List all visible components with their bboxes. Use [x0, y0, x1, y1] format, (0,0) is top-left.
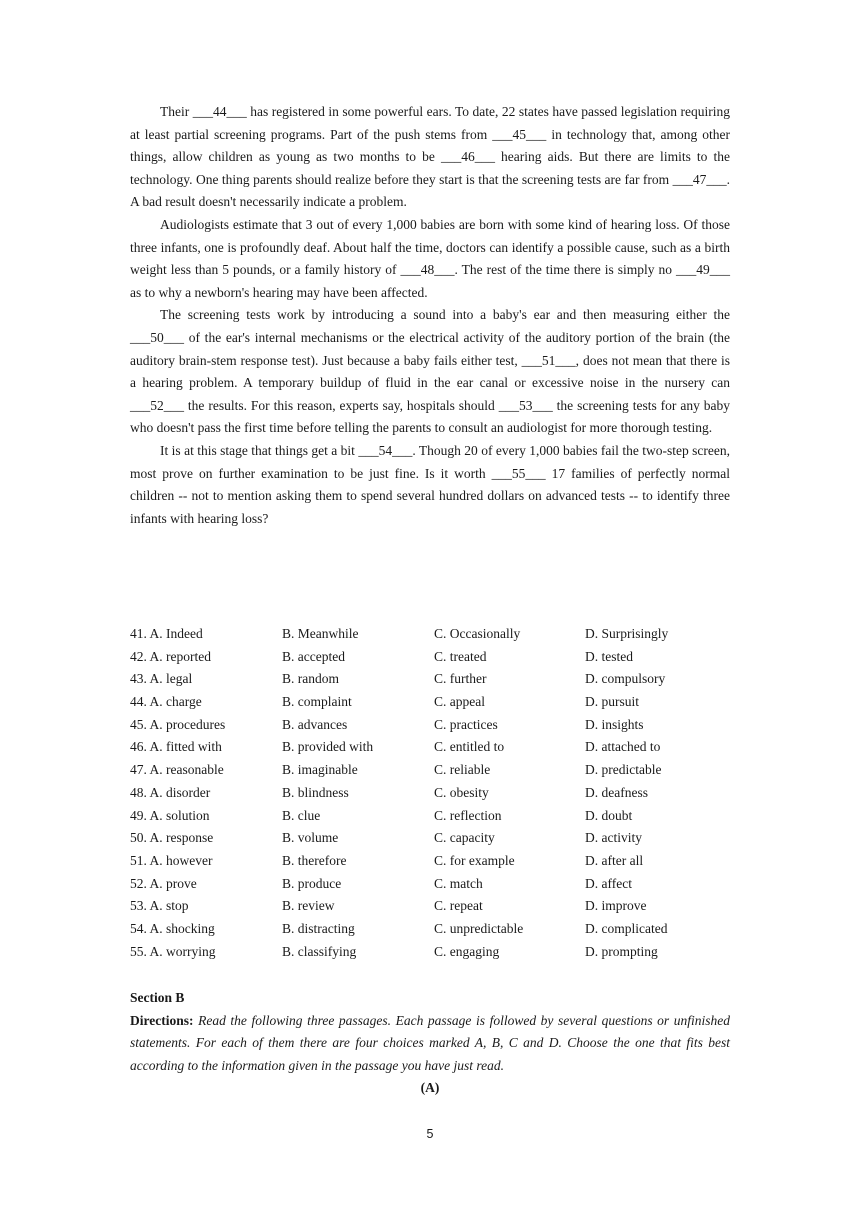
option-choice: D. Surprisingly [585, 626, 669, 641]
option-choice: B. classifying [282, 943, 357, 959]
passage-paragraph: Audiologists estimate that 3 out of every 1,000 babies are born with some kind of hearing loss. Of those three infants, one is profoundly deaf. About half the time, doctors can identify a possible cause, such as a birth weight less than 5 pounds, or a family history of ___48___. The rest of the time there is simply no ___49___ as to why a newborn's hearing may have been affected. [130, 216, 730, 300]
option-choice: C. repeat [434, 898, 483, 914]
option-choice: C. for example [434, 852, 515, 868]
option-choice: B. review [282, 898, 335, 914]
directions-label: Directions: [130, 1012, 194, 1028]
option-choice: B. therefore [282, 852, 347, 868]
option-row [130, 623, 730, 646]
option-choice: 53. A. stop [130, 898, 189, 914]
passage-paragraph: The screening tests work by introducing a sound into a baby's ear and then measuring either the ___50___ of the ear's internal mechanisms or the electrical activity of the auditory portion of the brain (the auditory brain-stem response test). Just because a baby fails either test, ___51___, does not mean that there is a hearing problem. A temporary buildup of fluid in the ear canal or excessive noise in the nursery can ___52___ the results. For this reason, experts say, hospitals should ___53___ the screening tests for any baby who doesn't pass the first time before telling the parents to consult an audiologist for more thorough testing. [130, 307, 730, 436]
option-row [130, 646, 730, 669]
option-row [130, 714, 730, 737]
option-choice: B. random [282, 671, 339, 687]
option-choice: D. affect [585, 875, 632, 891]
option-choice: 43. A. legal [130, 671, 193, 687]
option-choice: B. imaginable [282, 762, 358, 778]
option-choice: B. clue [282, 807, 321, 823]
option-choice: D. attached to [585, 739, 661, 755]
cloze-passage [130, 101, 730, 530]
option-choice: C. obesity [434, 784, 489, 800]
option-choice: D. predictable [585, 762, 662, 778]
option-row [130, 782, 730, 805]
option-row [130, 827, 730, 850]
option-choice: 50. A. response [130, 830, 214, 846]
option-choice: 45. A. procedures [130, 716, 226, 732]
option-choice: 47. A. reasonable [130, 762, 224, 778]
option-choice: B. advances [282, 716, 348, 732]
option-choice: C. reflection [434, 807, 502, 823]
option-choice: C. unpredictable [434, 920, 524, 936]
option-choice: D. tested [585, 648, 633, 664]
option-row [130, 895, 730, 918]
option-choice: 42. A. reported [130, 648, 211, 664]
page-number: 5 [426, 1127, 434, 1141]
option-choice: D. prompting [585, 943, 658, 959]
option-row [130, 691, 730, 714]
option-choice: D. after all [585, 852, 644, 868]
option-choice: 48. A. disorder [130, 784, 211, 800]
option-choice: D. pursuit [585, 694, 639, 710]
option-choice: C. reliable [434, 762, 491, 778]
option-row [130, 759, 730, 782]
option-choice: B. accepted [282, 648, 345, 664]
option-choice: D. improve [585, 898, 647, 914]
option-choice: B. produce [282, 875, 342, 891]
option-choice: 52. A. prove [130, 875, 197, 891]
option-choice: B. Meanwhile [282, 626, 359, 641]
option-choice: C. further [434, 671, 487, 687]
section-title: Section B [130, 990, 185, 1005]
option-row [130, 850, 730, 873]
option-choice: D. complicated [585, 920, 668, 936]
option-choice: 46. A. fitted with [130, 739, 222, 755]
option-choice: 55. A. worrying [130, 943, 216, 959]
option-choice: C. Occasionally [434, 626, 521, 641]
option-choice: B. volume [282, 830, 339, 846]
option-choice: C. treated [434, 648, 487, 664]
option-choice: B. distracting [282, 920, 355, 936]
option-choice: C. appeal [434, 694, 485, 710]
option-choice: B. provided with [282, 739, 374, 755]
option-choice: 41. A. Indeed [130, 626, 203, 641]
option-choice: 54. A. shocking [130, 920, 215, 936]
option-choice: 44. A. charge [130, 694, 202, 710]
option-row [130, 736, 730, 759]
answer-options [130, 623, 730, 963]
option-choice: 51. A. however [130, 852, 213, 868]
option-choice: C. practices [434, 716, 498, 732]
option-choice: 49. A. solution [130, 807, 210, 823]
option-choice: B. blindness [282, 784, 349, 800]
passage-paragraph: It is at this stage that things get a bit ___54___. Though 20 of every 1,000 babies fail the two-step screen, most prove on further examination to be just fine. Is it worth ___55___ 17 families of perfectly normal children -- not to mention asking them to spend several hundred dollars on advanced tests -- to identify three infants with hearing loss? [130, 442, 730, 526]
option-choice: C. engaging [434, 943, 500, 959]
option-choice: B. complaint [282, 694, 352, 710]
option-row [130, 873, 730, 896]
option-row [130, 668, 730, 691]
option-choice: D. doubt [585, 807, 633, 823]
option-choice: C. entitled to [434, 739, 505, 755]
option-choice: C. match [434, 875, 483, 891]
option-choice: D. activity [585, 830, 642, 846]
section-b [130, 987, 730, 1100]
passage-paragraph: Their ___44___ has registered in some powerful ears. To date, 22 states have passed legislation requiring at least partial screening programs. Part of the push stems from ___45___ in technology that, among other things, allow children as young as two months to be ___46___ hearing aids. But there are limits to the technology. One thing parents should realize before they start is that the screening tests are far from ___47___. A bad result doesn't necessarily indicate a problem. [130, 104, 730, 210]
option-choice: D. insights [585, 716, 644, 732]
option-row [130, 918, 730, 941]
passage-subheading: (A) [420, 1080, 440, 1096]
option-choice: D. compulsory [585, 671, 666, 687]
option-row [130, 805, 730, 828]
option-choice: C. capacity [434, 830, 495, 846]
directions [130, 1010, 730, 1078]
directions-text: Read the following three passages. Each passage is followed by several questions or unfinished statements. For each of them there are four choices marked A, B, C and D. Choose the one that fits best according to the information given in the passage you have just read. [130, 1012, 730, 1073]
option-choice: D. deafness [585, 784, 648, 800]
option-row [130, 941, 730, 964]
